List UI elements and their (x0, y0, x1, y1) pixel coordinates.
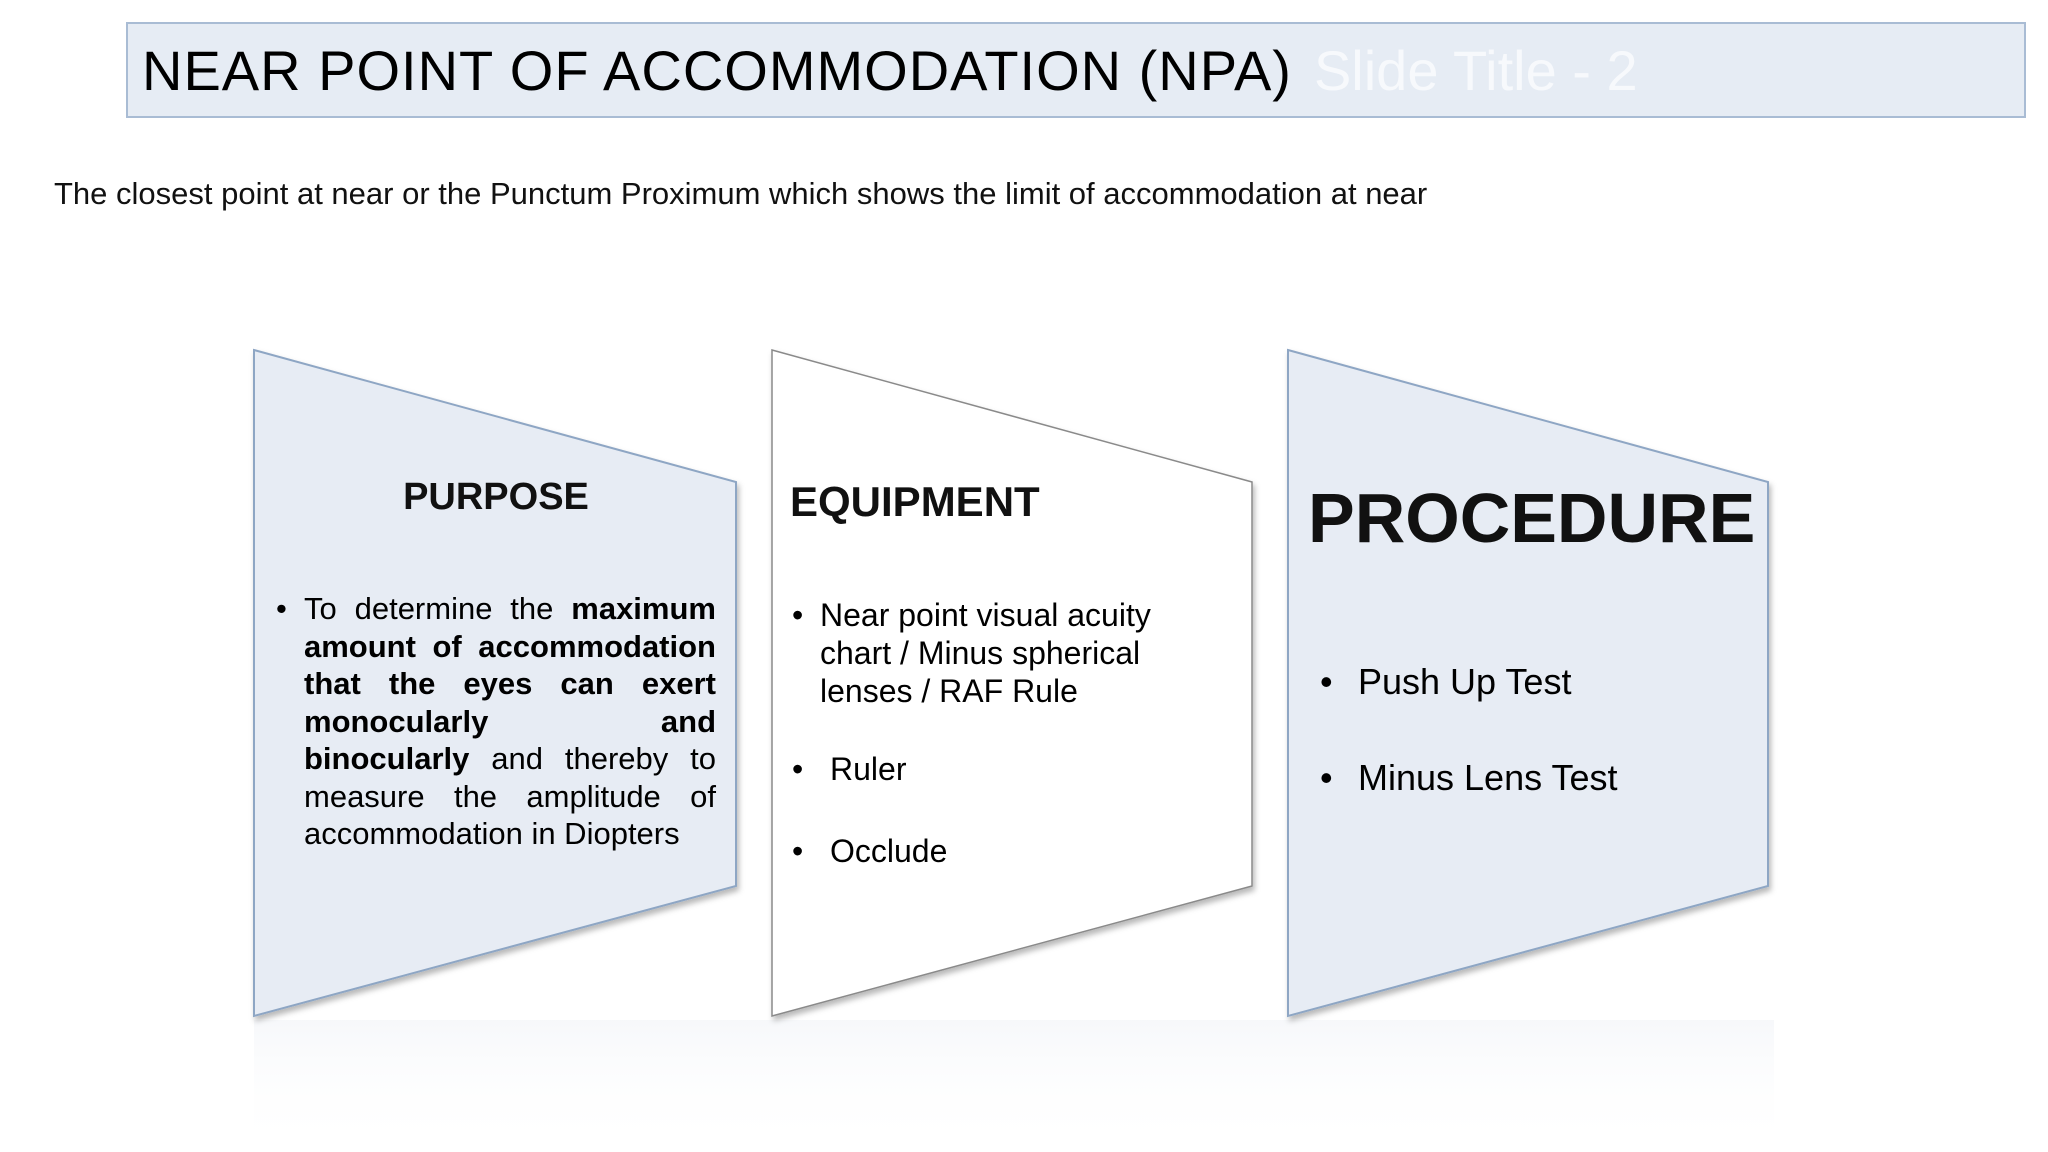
bullet-icon: • (792, 833, 804, 869)
equipment-item (792, 596, 1220, 710)
panel-reflection (254, 1020, 1774, 1152)
bullet-icon: • (1320, 757, 1333, 798)
bullet-icon: • (792, 751, 804, 787)
slide-title: NEAR POINT OF ACCOMMODATION (NPA) (142, 38, 1292, 102)
bullet-icon: • (1320, 661, 1333, 702)
purpose-list (276, 590, 716, 853)
purpose-heading: PURPOSE (403, 476, 589, 518)
slide-subtitle: The closest point at near or the Punctum Proximum which shows the limit of accommodation at near (54, 176, 1428, 211)
slide-title-placeholder: Slide Title - 2 (1313, 38, 1638, 102)
equipment-item-label: Ruler (830, 751, 907, 787)
equipment-heading: EQUIPMENT (790, 478, 1040, 525)
equipment-item (792, 832, 1220, 870)
procedure-item (1320, 660, 1748, 704)
bullet-icon: • (276, 591, 287, 626)
bullet-icon: • (792, 597, 804, 633)
equipment-item-label: Occlude (830, 833, 948, 869)
purpose-text-post: and thereby to measure the amplitude of accommodation in Diopters (304, 741, 716, 851)
purpose-text-bold: maximum amount of accommodation that the eyes can exert monocularly and binocularly (304, 591, 716, 776)
procedure-heading: PROCEDURE (1308, 479, 1756, 557)
procedure-item-label: Push Up Test (1358, 661, 1572, 702)
equipment-list (792, 596, 1220, 870)
equipment-item-label: Near point visual acuity chart / Minus spherical lenses / RAF Rule (820, 597, 1151, 709)
purpose-text-pre: To determine the (304, 591, 572, 626)
equipment-item (792, 750, 1220, 788)
procedure-item (1320, 756, 1748, 800)
purpose-item (276, 590, 716, 853)
procedure-item-label: Minus Lens Test (1358, 757, 1618, 798)
procedure-list (1320, 660, 1748, 800)
